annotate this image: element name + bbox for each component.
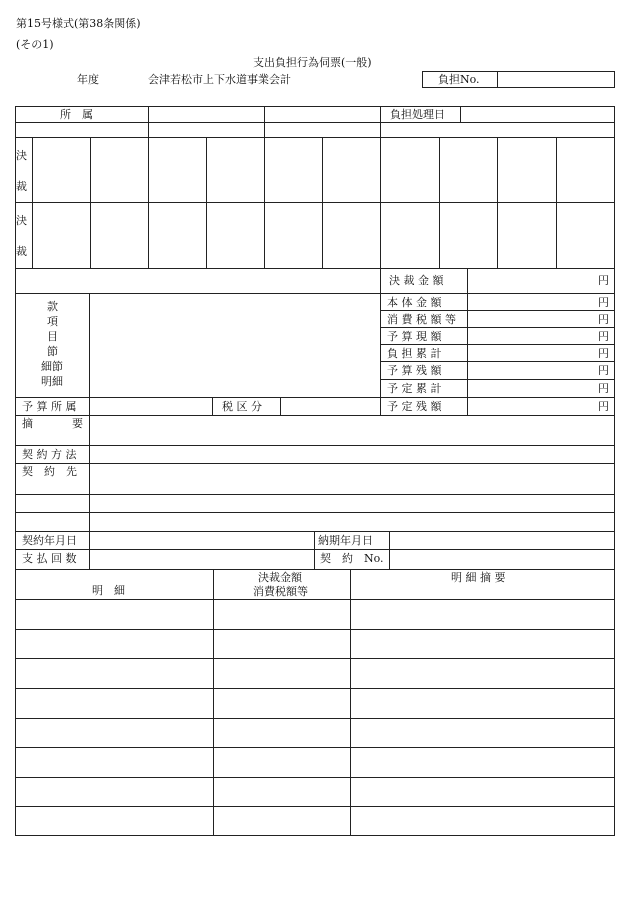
form-number: 第15号様式(第38条関係)	[16, 17, 141, 30]
detail-row-1[interactable]	[17, 601, 211, 627]
detail-row-2[interactable]	[17, 631, 211, 656]
budget-dept-value[interactable]	[92, 399, 208, 413]
detail-summary-header: 明 細 摘 要	[451, 571, 506, 584]
contractor-label: 契 約 先	[22, 465, 77, 478]
detail-row-7[interactable]	[17, 779, 211, 804]
amount-header-2: 消費税額等	[253, 585, 308, 598]
summary-value[interactable]	[92, 418, 610, 442]
budget-current-label: 予 算 現 額	[387, 330, 442, 343]
contractor-value[interactable]	[92, 466, 610, 490]
amount-header-1: 決裁金額	[258, 571, 302, 584]
yen-approved: 円	[598, 274, 609, 287]
burden-total-label: 負 担 累 計	[387, 347, 442, 360]
contract-method-label: 契 約 方 法	[22, 448, 77, 461]
summary-label-a: 摘	[22, 417, 33, 430]
yen-burden-total: 円	[598, 347, 609, 360]
budget-kan: 款	[47, 300, 58, 313]
yen-main: 円	[598, 296, 609, 309]
burden-no-value[interactable]	[500, 72, 610, 86]
detail-header: 明 細	[92, 584, 125, 597]
contract-no-label: 契 約 No.	[320, 552, 384, 565]
budget-setsu: 節	[47, 345, 58, 358]
yen-planned-total: 円	[598, 382, 609, 395]
kessai-label-2b: 裁	[16, 245, 27, 258]
kessai-label-2a: 決	[16, 214, 27, 227]
fiscal-year-label: 年度	[77, 73, 99, 86]
tax-category-label: 税 区 分	[222, 400, 262, 413]
department-value-1[interactable]	[150, 108, 260, 121]
department-value-2[interactable]	[266, 108, 376, 121]
burden-no-label: 負担No.	[438, 73, 480, 86]
kessai-label-1a: 決	[16, 149, 27, 162]
approved-amount-label: 決 裁 金 額	[389, 274, 444, 287]
form-sub-number: (その1)	[16, 38, 54, 51]
detail-row-5[interactable]	[17, 720, 211, 745]
burden-date-value[interactable]	[462, 108, 612, 121]
department-label: 所 属	[60, 108, 93, 121]
detail-row-8[interactable]	[17, 808, 211, 834]
budget-dept-label: 予 算 所 属	[22, 400, 77, 413]
contract-date-value[interactable]	[92, 533, 310, 547]
main-amount-label: 本 体 金 額	[387, 296, 442, 309]
budget-remaining-label: 予 算 残 額	[387, 364, 442, 377]
payments-label: 支 払 回 数	[22, 552, 77, 565]
burden-date-label: 負担処理日	[390, 108, 445, 121]
tax-category-value[interactable]	[283, 399, 377, 413]
summary-label-b: 要	[72, 417, 83, 430]
contract-method-value[interactable]	[92, 447, 610, 461]
budget-meisai: 明細	[41, 375, 63, 388]
contract-date-label: 契約年月日	[22, 534, 77, 547]
budget-moku: 目	[47, 330, 58, 343]
yen-budget-current: 円	[598, 330, 609, 343]
tax-amount-label: 消 費 税 額 等	[387, 313, 456, 326]
delivery-date-label: 納期年月日	[318, 534, 373, 547]
yen-budget-remaining: 円	[598, 364, 609, 377]
payments-value[interactable]	[92, 552, 310, 566]
budget-items-value[interactable]	[92, 296, 376, 394]
kessai-label-1b: 裁	[16, 180, 27, 193]
delivery-date-value[interactable]	[392, 533, 610, 547]
contract-no-value[interactable]	[392, 552, 610, 566]
detail-row-6[interactable]	[17, 749, 211, 775]
form-title: 支出負担行為伺票(一般)	[253, 56, 372, 69]
detail-row-4[interactable]	[17, 690, 211, 716]
yen-tax: 円	[598, 313, 609, 326]
planned-remaining-label: 予 定 残 額	[387, 400, 442, 413]
budget-kou: 項	[47, 315, 58, 328]
planned-total-label: 予 定 累 計	[387, 382, 442, 395]
budget-saisetsu: 細節	[41, 360, 63, 373]
organization-name: 会津若松市上下水道事業会計	[148, 73, 291, 86]
detail-row-3[interactable]	[17, 660, 211, 686]
yen-planned-remaining: 円	[598, 400, 609, 413]
